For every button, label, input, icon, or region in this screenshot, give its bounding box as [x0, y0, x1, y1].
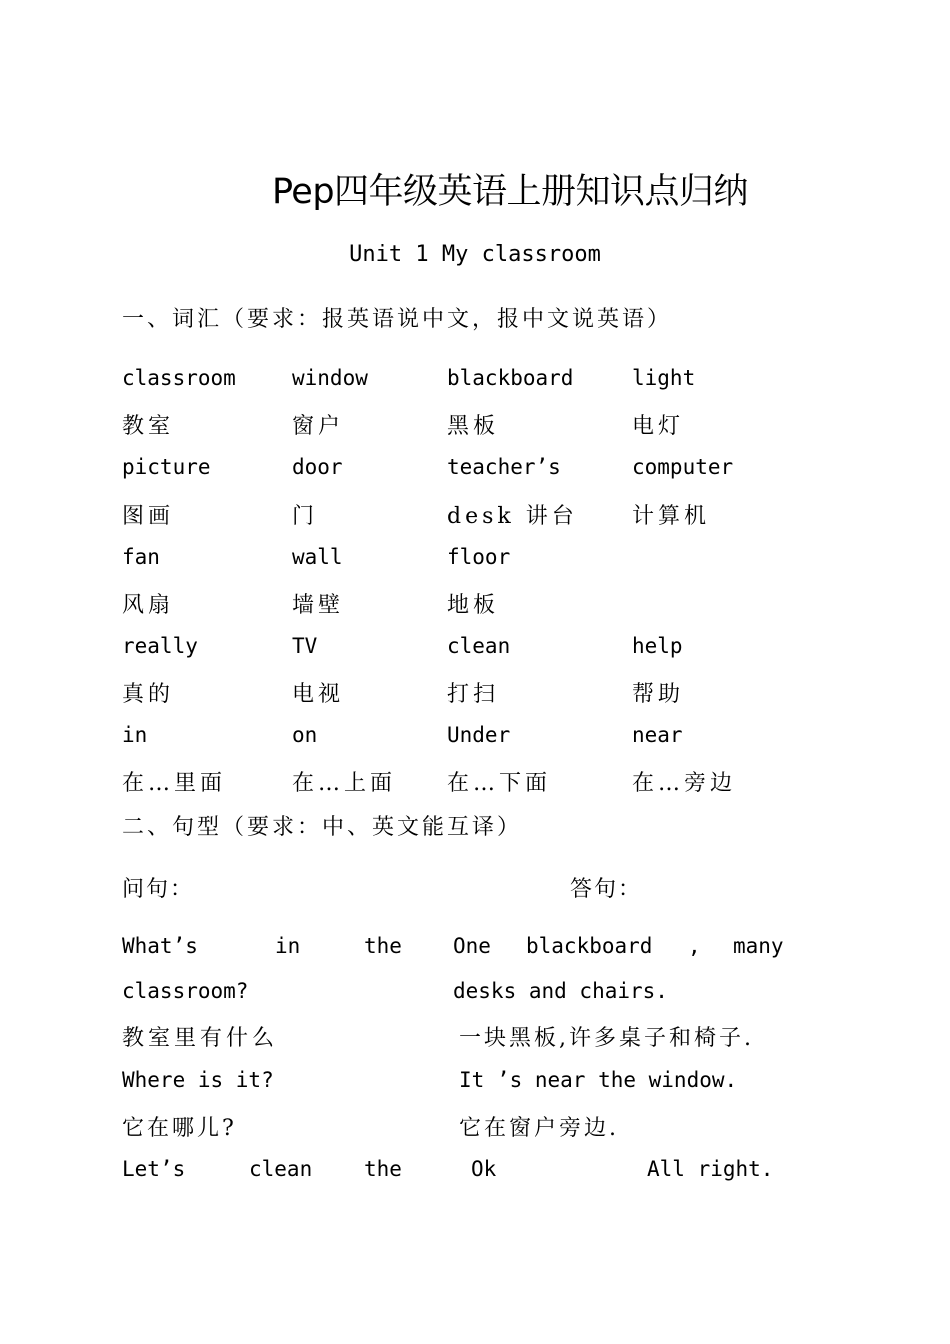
vocab-chinese: 图画 [122, 504, 175, 529]
vocab-chinese: 在…里面 [122, 771, 227, 796]
vocab-english: light [632, 366, 696, 390]
question-3-word: the [364, 1157, 402, 1181]
question-label: 问句： [122, 877, 195, 902]
vocab-chinese: desk 讲台 [447, 504, 578, 529]
vocab-english: teacher’s [447, 455, 561, 479]
vocab-english: near [632, 723, 683, 747]
vocab-english: clean [447, 634, 511, 658]
vocab-english: classroom [122, 366, 236, 390]
vocab-english: floor [447, 545, 511, 569]
question-1-word: the [364, 934, 402, 958]
question-3-word: Let’s [122, 1157, 186, 1181]
vocab-english: Under [447, 723, 511, 747]
vocab-english: wall [292, 545, 343, 569]
vocab-chinese: 打扫 [447, 682, 500, 707]
answer-1-word: , [688, 934, 701, 958]
vocab-chinese: 在…下面 [447, 771, 552, 796]
vocab-english: window [292, 366, 368, 390]
answer-1-word: blackboard [526, 934, 653, 958]
vocab-chinese: 地板 [447, 593, 500, 618]
section-sentences-heading: 二、句型（要求：中、英文能互译） [122, 815, 523, 840]
page-title: Pep四年级英语上册知识点归纳 [271, 172, 749, 212]
unit-heading: Unit 1 My classroom [349, 242, 601, 267]
vocab-chinese: 教室 [122, 414, 175, 439]
vocab-english: TV [292, 634, 318, 658]
vocab-english: on [292, 723, 318, 747]
vocab-chinese: 墙壁 [292, 593, 345, 618]
vocab-chinese: 帮助 [632, 682, 685, 707]
section-vocabulary-heading: 一、词汇（要求：报英语说中文，报中文说英语） [122, 307, 673, 332]
answer-label: 答句： [570, 877, 643, 902]
vocab-chinese: 风扇 [122, 593, 175, 618]
answer-3-word: Ok [471, 1157, 497, 1181]
vocab-chinese: 在…旁边 [632, 771, 737, 796]
vocab-chinese: 黑板 [447, 414, 500, 439]
vocab-english: fan [122, 545, 160, 569]
answer-3-word: All right. [647, 1157, 774, 1181]
question-3-word: clean [249, 1157, 313, 1181]
vocab-chinese: 在…上面 [292, 771, 397, 796]
answer-2-chinese: 它在窗户旁边. [459, 1116, 619, 1141]
answer-1-word: many [733, 934, 784, 958]
question-1-word: What’s [122, 934, 198, 958]
vocab-chinese: 电视 [292, 682, 345, 707]
answer-2: It ’s near the window. [459, 1068, 738, 1092]
question-2: Where is it? [122, 1068, 274, 1092]
vocab-chinese: 电灯 [632, 414, 685, 439]
answer-1-word: One [453, 934, 491, 958]
vocab-english: computer [632, 455, 734, 479]
vocab-english: help [632, 634, 683, 658]
vocab-english: in [122, 723, 148, 747]
vocab-chinese: 计算机 [632, 504, 711, 529]
question-1-word: in [275, 934, 301, 958]
vocab-english: really [122, 634, 198, 658]
vocab-chinese: 窗户 [292, 414, 345, 439]
answer-1-chinese: 一块黑板,许多桌子和椅子. [459, 1026, 754, 1051]
vocab-english: door [292, 455, 343, 479]
vocab-chinese: 真的 [122, 682, 175, 707]
vocab-chinese: 门 [292, 504, 319, 529]
question-2-chinese: 它在哪儿? [122, 1116, 237, 1141]
question-1-chinese: 教室里有什么 [122, 1026, 279, 1051]
vocab-english: picture [122, 455, 211, 479]
vocab-english: blackboard [447, 366, 574, 390]
answer-1-line2: desks and chairs. [453, 979, 668, 1003]
question-1-line2: classroom? [122, 979, 249, 1003]
